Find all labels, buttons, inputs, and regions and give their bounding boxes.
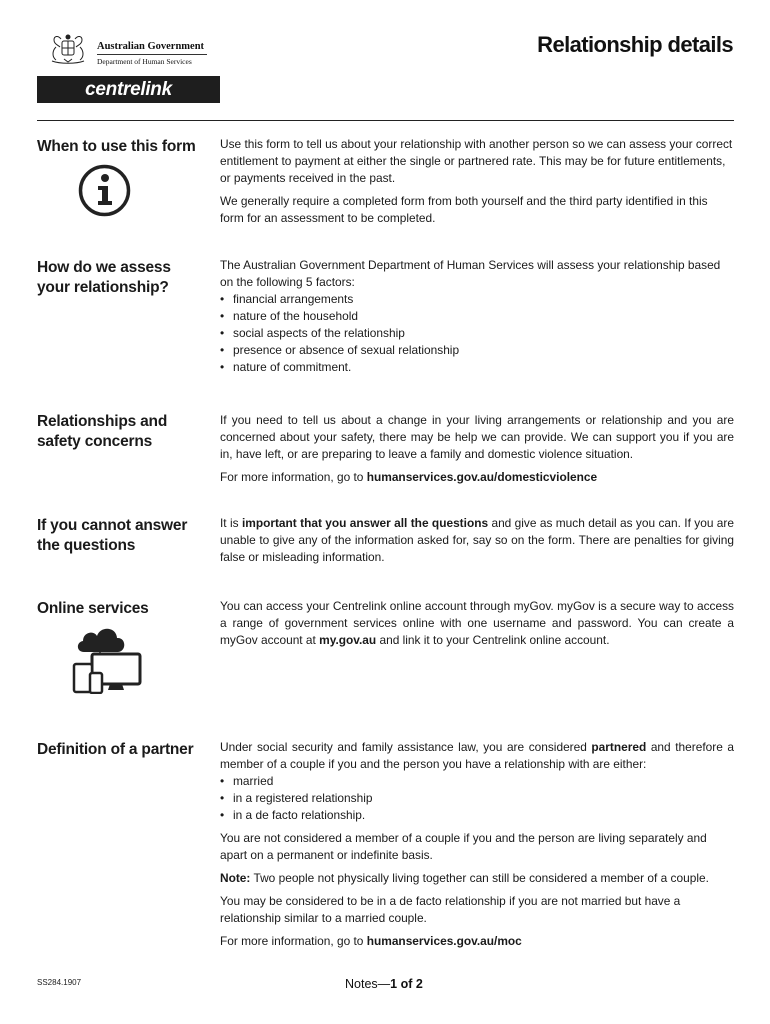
notes-label: Notes—	[345, 977, 391, 991]
list-item: • nature of commitment.	[220, 359, 734, 376]
government-name: Australian Government	[97, 41, 205, 52]
online-text-prefix: You can access your Centrelink online account through myGov. myGov is a secure way to access a range of government services online with one username and password. You can create a myGov account at	[220, 599, 734, 647]
section-heading-online: Online services	[37, 600, 149, 617]
when-paragraph-1: Use this form to tell us about your relationship with another person so we can assess your correct entitlement to payment at either the single or partnered rate. This may be for future entitlements, or payments received in the past.	[220, 137, 733, 185]
section-body-online	[220, 598, 734, 655]
partner-criteria-list	[220, 773, 734, 824]
assess-factor-list	[220, 291, 734, 376]
partner-paragraph-3: You may be considered to be in a de facto relationship if you are not married but have a relationship similar to a married couple.	[220, 894, 681, 925]
section-heading-assess: How do we assess your relationship?	[37, 259, 171, 296]
online-paragraph	[220, 598, 734, 649]
section-heading-cannot-answer: If you cannot answer the questions	[37, 517, 188, 554]
moc-link[interactable]: humanservices.gov.au/moc	[366, 934, 522, 948]
centrelink-brand-bar: centrelink	[37, 76, 220, 103]
department-name: Department of Human Services	[97, 57, 192, 66]
info-icon	[78, 164, 131, 217]
safety-more-info	[220, 469, 734, 486]
list-item: • presence or absence of sexual relationship	[220, 342, 734, 359]
section-body-partner	[220, 739, 734, 956]
partner-text-suffix: and therefore a member of a couple if you and the person you have a relationship with are either:	[220, 740, 734, 771]
cannot-answer-emphasis: important that you answer all the questions	[241, 516, 489, 530]
note-text: Two people not physically living together can still be considered a member of a couple.	[250, 871, 709, 885]
list-item: • nature of the household	[220, 308, 734, 325]
partner-more-info	[220, 933, 734, 950]
list-item: • in a de facto relationship.	[220, 807, 734, 824]
form-title: Relationship details	[537, 32, 733, 57]
section-body-when-to-use	[220, 136, 734, 233]
section-heading-partner: Definition of a partner	[37, 741, 194, 758]
section-heading-safety: Relationships and safety concerns	[37, 413, 168, 450]
page-number	[345, 977, 423, 991]
partner-paragraph-1	[220, 739, 734, 773]
mygov-link[interactable]: my.gov.au	[319, 633, 377, 647]
partner-more-info-label: For more information, go to	[220, 934, 367, 948]
section-body-cannot-answer	[220, 515, 734, 572]
list-item: • financial arrangements	[220, 291, 734, 308]
page-count: 1 of 2	[390, 977, 423, 991]
online-devices-icon	[70, 618, 142, 694]
assess-intro: The Australian Government Department of Human Services will assess your relationship based on the following 5 factors:	[220, 258, 721, 289]
section-body-assess	[220, 257, 734, 382]
cannot-answer-suffix: and give as much detail as you can. If you are unable to give any of the information asked for, say so on the form. There are penalties for giving false or misleading information.	[220, 516, 734, 564]
partner-paragraph-2: You are not considered a member of a couple if you and the person are living separately and apart on a permanent or indefinite basis.	[220, 831, 707, 862]
cannot-answer-prefix: It is	[220, 516, 242, 530]
header-divider	[37, 120, 734, 121]
partner-note	[220, 870, 734, 887]
form-code: SS284.1907	[37, 978, 82, 987]
coat-of-arms-logo	[46, 33, 90, 67]
logo-divider	[97, 54, 207, 55]
list-item: • married	[220, 773, 734, 790]
safety-more-info-label: For more information, go to	[220, 470, 367, 484]
partnered-emphasis: partnered	[591, 740, 647, 754]
note-label: Note:	[220, 871, 251, 885]
list-item: • in a registered relationship	[220, 790, 734, 807]
section-body-safety	[220, 412, 734, 492]
when-paragraph-2: We generally require a completed form from both yourself and the third party identified in this form for an assessment to be completed.	[220, 194, 708, 225]
list-item: • social aspects of the relationship	[220, 325, 734, 342]
section-heading-when-to-use: When to use this form	[37, 138, 196, 155]
domestic-violence-link[interactable]: humanservices.gov.au/domesticviolence	[366, 470, 598, 484]
safety-paragraph-1: If you need to tell us about a change in your living arrangements or relationship and you are concerned about your safety, there may be help we can provide. We can support you if you are in, have left, or are preparing to leave a family and domestic violence situation.	[220, 413, 734, 461]
online-text-suffix: and link it to your Centrelink online account.	[376, 633, 610, 647]
partner-text-prefix: Under social security and family assistance law, you are considered	[220, 740, 592, 754]
cannot-answer-paragraph	[220, 515, 734, 566]
